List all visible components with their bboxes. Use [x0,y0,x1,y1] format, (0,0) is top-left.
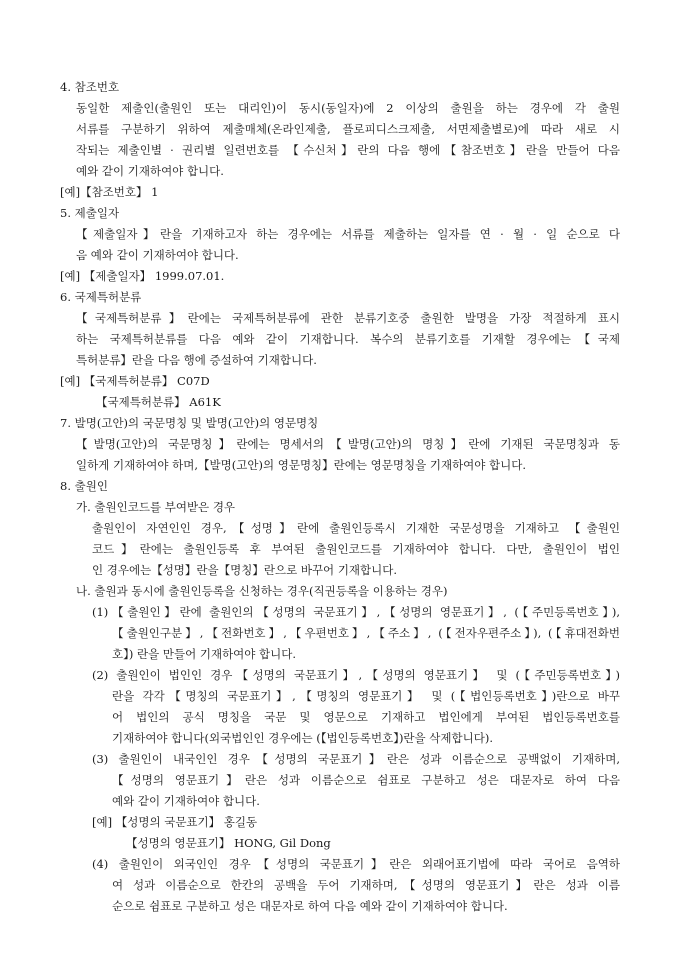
item-4-line: 여 성과 이름순으로 한칸의 공백을 두어 기재하며,【성명의 영문표기】란은 성과 이름 [112,878,620,892]
section-8a-paragraph-line: 인 경우에는【성명】란을【명칭】란으로 바꾸어 기재합니다. [92,563,398,577]
section-8-heading: 8. 출원인 [60,479,108,493]
item-2-line: 어 법인의 공식 명칭을 국문 및 영문으로 기재하고 법인에게 부여된 법인등록번호를 [112,710,620,724]
section-8b-heading: 나. 출원과 동시에 출원인등록을 신청하는 경우(직권등록을 이용하는 경우) [76,584,448,598]
section-4-paragraph-line: 작되는 제출인별 · 권리별 일련번호를 【수신처】란의 다음 행에【참조번호】란을 만들어 다음 [76,143,620,157]
section-7-heading: 7. 발명(고안)의 국문명칭 및 발명(고안)의 영문명칭 [60,416,319,430]
section-7-paragraph-line: 일하게 기재하여야 하며,【발명(고안)의 영문명칭】란에는 영문명칭을 기재하여야 합니다. [76,458,527,472]
item-2-line: 기재하여야 합니다(외국법인인 경우에는 (【법인등록번호】)란을 삭제합니다). [112,731,493,745]
section-5-example: [예] 【제출일자】 1999.07.01. [60,269,225,283]
item-1-line: (1)【출원인】란에 출원인의【성명의 국문표기】,【성명의 영문표기】, (【주민등록번호】), [92,605,620,619]
section-6-example: [예] 【국제특허분류】 C07D [60,374,210,388]
item-4-line: 순으로 쉼표로 구분하고 성은 대문자로 하여 다음 예와 같이 기재하여야 합니다. [112,899,508,913]
section-4-heading: 4. 참조번호 [60,80,120,94]
section-8a-heading: 가. 출원인코드를 부여받은 경우 [76,500,236,514]
section-6-heading: 6. 국제특허분류 [60,290,142,304]
section-6-paragraph-line: 특허분류】란을 다음 행에 증설하여 기재합니다. [76,353,317,367]
item-3-line: 예와 같이 기재하여야 합니다. [112,794,260,808]
item-3-example: [예] 【성명의 국문표기】 홍길동 [92,815,258,829]
item-1-line: 【출원인구분】,【전화번호】,【우편번호】,【주소】, (【전자우편주소】), (【휴대전화번 [112,626,620,640]
section-6-example: 【국제특허분류】 A61K [96,395,221,409]
section-6-paragraph-line: 【국제특허분류】란에는 국제특허분류에 관한 분류기호중 출원한 발명을 가장 적절하게 표시 [76,311,620,325]
section-5-paragraph-line: 음 예와 같이 기재하여야 합니다. [76,248,239,262]
item-3-example: 【성명의 영문표기】 HONG, Gil Dong [126,836,331,850]
section-4-example: [예]【참조번호】 1 [60,185,159,199]
section-6-paragraph-line: 하는 국제특허분류를 다음 예와 같이 기재합니다. 복수의 분류기호를 기재할 경우에는【국제 [76,332,620,346]
section-8a-paragraph-line: 코드】란에는 출원인등록 후 부여된 출원인코드를 기재하여야 합니다. 다만, 출원인이 법인 [92,542,620,556]
section-4-paragraph-line: 서류를 구분하기 위하여 제출매체(온라인제출, 플로피디스크제출, 서면제출별로)에 따라 새로 시 [76,122,620,136]
section-8a-paragraph-line: 출원인이 자연인인 경우,【성명】란에 출원인등록시 기재한 국문성명을 기재하고 【출원인 [92,521,620,535]
item-2-line: (2) 출원인이 법인인 경우【성명의 국문표기】,【성명의 영문표기】 및 (【주민등록번호】) [92,668,620,682]
item-3-line: 【성명의 영문표기】란은 성과 이름순으로 쉼표로 구분하고 성은 대문자로 하여 다음 [112,773,620,787]
item-2-line: 란을 각각【명칭의 국문표기】,【명칭의 영문표기】 및 (【법인등록번호】)란으로 바꾸 [112,689,620,703]
item-1-line: 호】) 란을 만들어 기재하여야 합니다. [112,647,297,661]
item-4-line: (4) 출원인이 외국인인 경우【성명의 국문표기】란은 외래어표기법에 따라 국어로 음역하 [92,857,620,871]
section-4-paragraph-line: 예와 같이 기재하여야 합니다. [76,164,224,178]
section-5-paragraph-line: 【제출일자】란을 기재하고자 하는 경우에는 서류를 제출하는 일자를 연 · 월 · 일 순으로 다 [76,227,620,241]
section-5-heading: 5. 제출일자 [60,206,120,220]
section-4-paragraph-line: 동일한 제출인(출원인 또는 대리인)이 동시(동일자)에 2 이상의 출원을 하는 경우에 각 출원 [76,101,620,115]
section-7-paragraph-line: 【발명(고안)의 국문명칭】란에는 명세서의【발명(고안)의 명칭】란에 기재된 국문명칭과 동 [76,437,620,451]
item-3-line: (3) 출원인이 내국인인 경우【성명의 국문표기】란은 성과 이름순으로 공백없이 기재하며, [92,752,620,766]
